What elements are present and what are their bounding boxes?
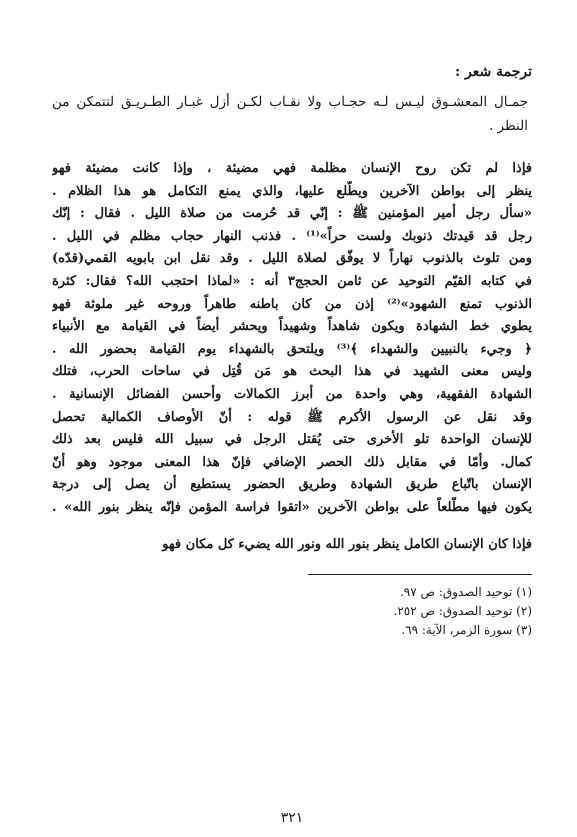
footnote: (٢) توحيد الصدوق: ص ٢٥٢. xyxy=(393,603,532,618)
text-line: وليس معنى الشهيد في هذا البحث هو مَن قُتِل في ساحات الحرب، فتلك xyxy=(52,364,532,380)
text-line: الذنوب تمنع الشهود»⁽²⁾ إذن من كان باطنه طاهراً وروحه غير ملوثة فهو xyxy=(52,296,532,312)
closing-line: فإذا كان الإنسان الكامل ينظر بنور الله ونور الله يضيء كل مكان فهو xyxy=(162,536,532,552)
text-line: فإذا لم تكن روح الإنسان مظلمة فهي مضيئة ، وإذا كانت مضيئة فهو xyxy=(52,161,532,176)
text-line: في كتابه القيّم التوحيد عن ثامن الحجج٣ أنه : «لماذا احتجب الله؟ فقال: كثرة xyxy=(52,273,532,289)
section-heading: ترجمة شعر : xyxy=(455,64,532,80)
footnote: (٣) سورة الزمر، الآية: ٦٩. xyxy=(401,622,532,637)
book-page xyxy=(52,62,532,826)
text-line: الإنسان باتّباع طريق الشهادة وطريق الحضور يستطيع أن يصل إلى درجة xyxy=(52,477,532,493)
text-line: الشهادة الفقهية، وهي واحدة من أبرز الكمالات وأحسن الفضائل الإنسانية . xyxy=(52,386,532,402)
poem-translation: جمـال المعشـوق ليـس لـه حجـاب ولا نقـاب لكـن أزل غبـار الطـريـق لتتمكن من النظر . xyxy=(52,94,528,134)
footnotes xyxy=(52,583,532,640)
main-text xyxy=(52,158,532,520)
footnote: (١) توحيد الصدوق: ص ٩٧. xyxy=(399,584,532,599)
text-line: وقد نقل عن الرسول الأكرم ﷺ قوله : أنّ الأوصاف الكمالية تحصل xyxy=(52,409,532,425)
text-line: للإنسان الواحدة تلو الأخرى حتى يُقتل الرجل في سبيل الله فليس بعد ذلك xyxy=(52,432,532,448)
footnote-divider xyxy=(308,574,532,575)
text-line: «سأل رجل أمير المؤمنين ﷺ : إنّي قد حُرمت من صلاة الليل . فقال : إنّك xyxy=(52,206,532,222)
text-line: رجل قد قيدتك ذنوبك ولست حراً»⁽¹⁾ . فذنب النهار حجاب مظلم في الليل . xyxy=(52,228,532,244)
text-line: ومن تلوث بالذنوب نهاراً لا يوفّق لصلاة الليل . وقد نقل ابن بابويه القمي(قدّه) xyxy=(52,251,532,267)
text-line: ﴿ وجيء بالنبيين والشهداء ﴾⁽³⁾ ويلتحق بالشهداء يوم القيامة بحضور الله . xyxy=(52,341,532,357)
text-line: يكون فيها مطّلعاً على بواطن الآخرين «اتقوا فراسة المؤمن فإنّه ينظر بنور الله» . xyxy=(52,499,532,515)
page-number: ٣٢١ xyxy=(280,810,304,826)
text-line: ينظر إلى بواطن الآخرين ويطّلع عليها، والذي يمنع التكامل هو هذا الظلام . xyxy=(52,183,532,199)
text-line: كمال. وأمّا في مقابل ذلك الحصر الإضافي فإنّ هذا المعنى موجود وهو أنّ xyxy=(52,454,532,470)
text-line: يطوي خط الشهادة ويكون شاهداً وشهيداً ويحشر أيضاً في القيامة مع الأنبياء xyxy=(52,319,532,335)
